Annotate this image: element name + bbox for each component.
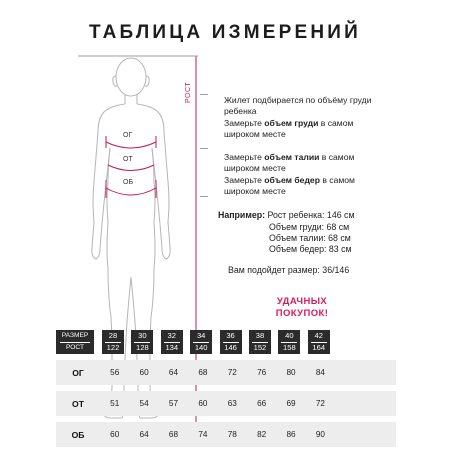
- table-cell: 66: [257, 399, 267, 408]
- example-chest: Объем груди: 68 см: [269, 222, 350, 232]
- size-header-cell: 28 122: [102, 330, 124, 354]
- table-cell: 72: [227, 368, 237, 377]
- table-cell: 54: [139, 399, 149, 408]
- hips-label: ОБ: [123, 179, 134, 186]
- size-header-cell: 30 128: [131, 330, 153, 354]
- row-label: ОТ: [72, 398, 84, 409]
- table-cell: 60: [198, 399, 208, 408]
- size-header-cell: 42 164: [308, 330, 330, 354]
- note-3: Замерьте объем талии в самом широком месте: [224, 152, 355, 173]
- table-cell: 74: [198, 430, 208, 439]
- table-header-row: [56, 330, 396, 354]
- table-cell: 80: [286, 368, 296, 377]
- table-cell: 68: [168, 430, 179, 439]
- size-header-cell: 40 158: [278, 330, 300, 354]
- size-header-cell: 32 134: [161, 330, 183, 354]
- waist-label: ОТ: [123, 156, 133, 163]
- table-cell: 90: [315, 430, 325, 439]
- table-row: [56, 391, 396, 416]
- table-header-label: РАЗМЕР РОСТ: [56, 330, 94, 354]
- good-luck-text: УДАЧНЫХ ПОКУПОК!: [275, 296, 329, 319]
- fit-result: Вам подойдет размер: 36/146: [228, 265, 350, 275]
- size-header-cell: 36 146: [220, 330, 242, 354]
- size-table: [56, 330, 396, 447]
- note-2: Замерьте объем груди в самом широком месте: [224, 118, 354, 139]
- table-cell: 78: [227, 430, 237, 439]
- example-hips: Объем бедер: 83 см: [269, 244, 352, 254]
- row-label: ОГ: [72, 367, 84, 378]
- table-cell: 76: [257, 368, 267, 377]
- height-label: РОСТ: [185, 81, 192, 103]
- table-cell: 72: [315, 399, 325, 408]
- note-tick-2: [200, 148, 208, 149]
- table-cell: 86: [286, 430, 296, 439]
- note-tick-3: [200, 196, 208, 197]
- table-row: [56, 422, 396, 447]
- table-cell: 69: [286, 399, 296, 408]
- table-cell: 64: [168, 368, 179, 377]
- size-header-cell: 34 140: [190, 330, 212, 354]
- example-block: [218, 210, 355, 220]
- note-4: Замерьте объем бедер в самом широком месте: [224, 175, 355, 196]
- table-cell: 64: [139, 430, 149, 439]
- table-cell: 82: [257, 430, 267, 439]
- table-cell: 51: [110, 399, 120, 408]
- table-cell: 57: [168, 399, 179, 408]
- example-height: Рост ребенка: 146 см: [265, 210, 355, 220]
- chest-label: ОГ: [123, 132, 133, 139]
- size-header-cell: 38 152: [249, 330, 271, 354]
- table-cell: 63: [227, 399, 237, 408]
- table-cell: 60: [110, 430, 120, 439]
- table-cell: 60: [139, 368, 149, 377]
- note-1: Жилет подбирается по объёму груди ребенка: [224, 95, 372, 116]
- page-title: ТАБЛИЦА ИЗМЕРЕНИЙ: [88, 22, 362, 43]
- example-label: Например:: [218, 210, 266, 220]
- table-cell: 84: [315, 368, 325, 377]
- example-waist: Объем талии: 68 см: [269, 233, 351, 243]
- table-cell: 68: [198, 368, 208, 377]
- note-tick-1: [200, 94, 208, 95]
- row-label: ОБ: [71, 429, 85, 440]
- table-row: [56, 360, 396, 385]
- table-cell: 56: [110, 368, 120, 377]
